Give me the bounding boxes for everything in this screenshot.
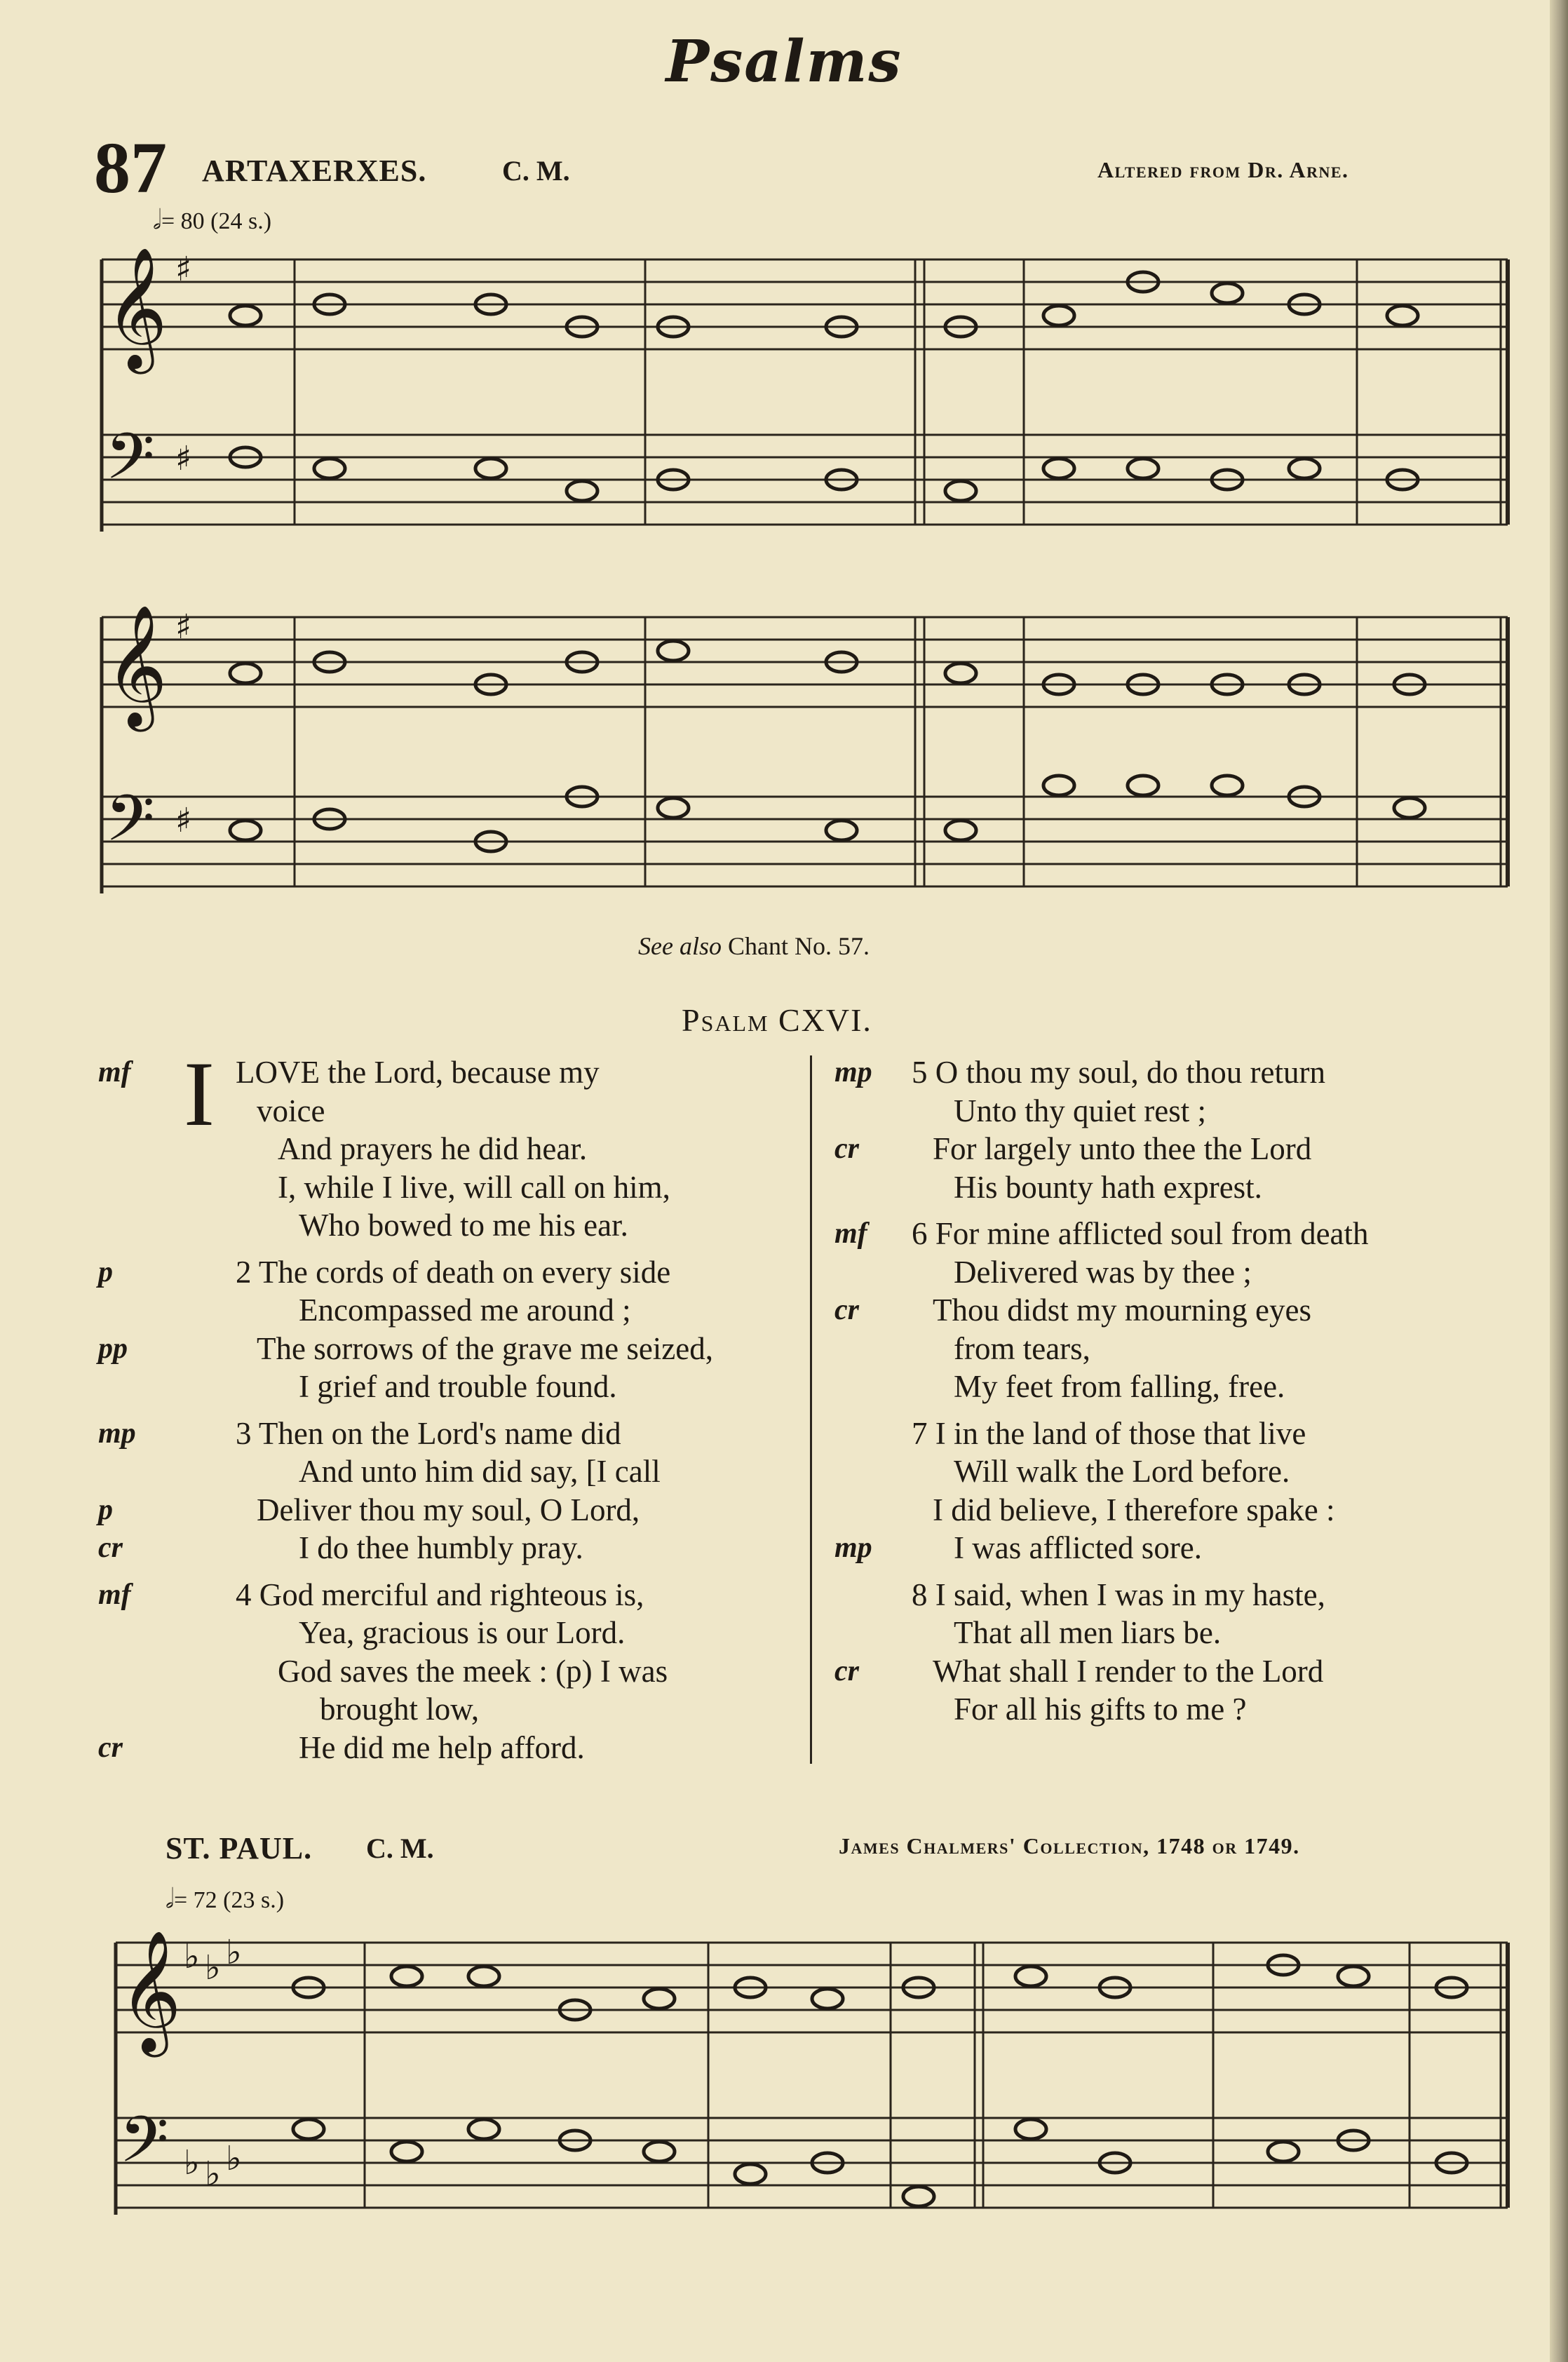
verse-line: [834, 1130, 1508, 1168]
attribution-st-paul: James Chalmers' Collection, 1748 or 1749.: [839, 1833, 1300, 1858]
svg-text:𝄞: 𝄞: [119, 1930, 182, 2052]
verse-text: I did believe, I therefore spake :: [933, 1492, 1335, 1527]
tune-name: ARTAXERXES.: [202, 154, 427, 188]
verse-text: God saves the meek : (p) I was: [278, 1653, 668, 1689]
verse-text: For largely unto thee the Lord: [933, 1131, 1312, 1166]
svg-text:♯: ♯: [175, 801, 192, 840]
verse-text: 5 O thou my soul, do thou return: [912, 1055, 1325, 1090]
verse-line: [834, 1092, 1508, 1131]
verse-line: [834, 1415, 1508, 1453]
verse-text: Deliver thou my soul, O Lord,: [257, 1492, 640, 1527]
half-note-icon: 𝅗𝅥: [165, 1884, 174, 1914]
verse-line: [98, 1452, 799, 1491]
verse-text: Encompassed me around ;: [299, 1293, 631, 1328]
music-score-artaxerxes: [0, 238, 1568, 926]
verse-line: [834, 1452, 1508, 1491]
svg-text:𝄢: 𝄢: [119, 2103, 169, 2192]
verse-line: [834, 1576, 1508, 1614]
svg-text:𝄢: 𝄢: [105, 419, 155, 509]
svg-text:♭: ♭: [226, 2139, 242, 2178]
tempo-marking-st-paul: 𝅗𝅥= 72 (23 s.): [165, 1884, 285, 1914]
meter: C. M.: [502, 155, 570, 187]
verse-text: Will walk the Lord before.: [954, 1454, 1290, 1489]
verse-text: 8 I said, when I was in my haste,: [912, 1577, 1325, 1612]
svg-text:𝄞: 𝄞: [105, 247, 168, 369]
verse-line: [98, 1690, 799, 1729]
verse-text: Delivered was by thee ;: [954, 1254, 1252, 1290]
svg-text:𝄞: 𝄞: [105, 605, 168, 727]
verse-text: voice: [257, 1093, 325, 1128]
psalm-right-column: [834, 1053, 1508, 1729]
verse-line: [98, 1330, 799, 1368]
verse-text: 4 God merciful and righteous is,: [236, 1577, 644, 1612]
meter-st-paul: C. M.: [366, 1833, 434, 1864]
verse-line: [98, 1729, 799, 1767]
verse-line: [834, 1652, 1508, 1691]
dynamic-marking: p: [98, 1255, 113, 1288]
verse-line: [834, 1253, 1508, 1292]
verse-text: LOVE the Lord, because my: [236, 1055, 600, 1090]
verse-text: Thou didst my mourning eyes: [933, 1293, 1311, 1328]
verse-text: 2 The cords of death on every side: [236, 1254, 671, 1290]
verse-text: Unto thy quiet rest ;: [954, 1093, 1206, 1128]
verse-text: I grief and trouble found.: [299, 1369, 617, 1404]
svg-text:𝄢: 𝄢: [105, 781, 155, 871]
verse-text: That all men liars be.: [954, 1615, 1222, 1650]
svg-text:♭: ♭: [205, 2154, 221, 2194]
verse-line: [98, 1415, 799, 1453]
attribution: Altered from Dr. Arne.: [1097, 157, 1349, 182]
page-title: Psalms: [665, 28, 903, 95]
dynamic-marking: mp: [98, 1417, 136, 1450]
dynamic-marking: mp: [834, 1532, 872, 1564]
dynamic-marking: mp: [834, 1056, 872, 1088]
see-also-note: See also Chant No. 57.: [638, 932, 870, 960]
dynamic-marking: cr: [98, 1532, 123, 1564]
music-score-st-paul: [0, 1922, 1568, 2244]
tempo-marking: 𝅗𝅥= 80 (24 s.): [153, 205, 272, 235]
psalm-left-column: [98, 1042, 799, 1767]
verse-line: [98, 1652, 799, 1691]
verse-line: [834, 1168, 1508, 1207]
dynamic-marking: mf: [834, 1217, 867, 1250]
verse-line: [834, 1614, 1508, 1652]
verse-line: [834, 1491, 1508, 1530]
verse-text: The sorrows of the grave me seized,: [257, 1330, 714, 1366]
drop-cap: I: [184, 1042, 215, 1145]
psalm-title: Psalm CXVI.: [682, 1002, 872, 1038]
verse-line: [98, 1130, 799, 1168]
svg-text:♭: ♭: [184, 1937, 200, 1976]
svg-text:♭: ♭: [205, 1948, 221, 1988]
verse-line: [98, 1576, 799, 1614]
verse-line: [98, 1291, 799, 1330]
verse-line: [834, 1529, 1508, 1567]
verse-line: [98, 1053, 799, 1092]
verse-line: [834, 1053, 1508, 1092]
verse-line: [834, 1690, 1508, 1729]
dynamic-marking: cr: [834, 1654, 859, 1687]
dynamic-marking: cr: [98, 1731, 123, 1764]
tune-name-st-paul: ST. PAUL.: [165, 1831, 313, 1865]
verse-text: For all his gifts to me ?: [954, 1692, 1247, 1727]
verse-line: [98, 1491, 799, 1530]
hymn-number: 87: [94, 128, 167, 208]
verse-line: [98, 1092, 799, 1131]
svg-text:♯: ♯: [175, 607, 192, 647]
verse-text: What shall I render to the Lord: [933, 1653, 1324, 1689]
verse-text: His bounty hath exprest.: [954, 1169, 1262, 1205]
half-note-icon: 𝅗𝅥: [153, 205, 161, 235]
verse-line: [98, 1206, 799, 1245]
dynamic-marking: cr: [834, 1294, 859, 1326]
verse-text: He did me help afford.: [299, 1729, 585, 1765]
svg-text:♯: ♯: [175, 439, 192, 478]
verse-line: [98, 1168, 799, 1207]
verse-text: I, while I live, will call on him,: [278, 1169, 670, 1205]
verse-text: And unto him did say, [I call: [299, 1454, 661, 1489]
verse-text: from tears,: [954, 1330, 1090, 1366]
verse-text: I do thee humbly pray.: [299, 1530, 583, 1565]
verse-text: Who bowed to me his ear.: [299, 1208, 628, 1243]
verse-text: And prayers he did hear.: [278, 1131, 588, 1166]
verse-line: [98, 1614, 799, 1652]
column-divider: [810, 1055, 812, 1764]
verse-line: [834, 1291, 1508, 1330]
verse-text: 7 I in the land of those that live: [912, 1415, 1306, 1451]
verse-text: Yea, gracious is our Lord.: [299, 1615, 626, 1650]
verse-line: [98, 1253, 799, 1292]
verse-text: 3 Then on the Lord's name did: [236, 1415, 621, 1451]
dynamic-marking: pp: [98, 1332, 128, 1365]
svg-text:♯: ♯: [175, 250, 192, 289]
dynamic-marking: mf: [98, 1056, 131, 1088]
verse-line: [834, 1330, 1508, 1368]
dynamic-marking: mf: [98, 1578, 131, 1611]
verse-line: [834, 1215, 1508, 1253]
verse-line: [834, 1368, 1508, 1406]
verse-text: brought low,: [320, 1692, 480, 1727]
dynamic-marking: p: [98, 1493, 113, 1526]
verse-text: 6 For mine afflicted soul from death: [912, 1216, 1369, 1251]
dynamic-marking: cr: [834, 1133, 859, 1165]
verse-text: My feet from falling, free.: [954, 1369, 1285, 1404]
svg-text:♭: ♭: [226, 1933, 242, 1972]
svg-text:♭: ♭: [184, 2143, 200, 2182]
verse-line: [98, 1529, 799, 1567]
verse-text: I was afflicted sore.: [954, 1530, 1203, 1565]
verse-line: [98, 1368, 799, 1406]
